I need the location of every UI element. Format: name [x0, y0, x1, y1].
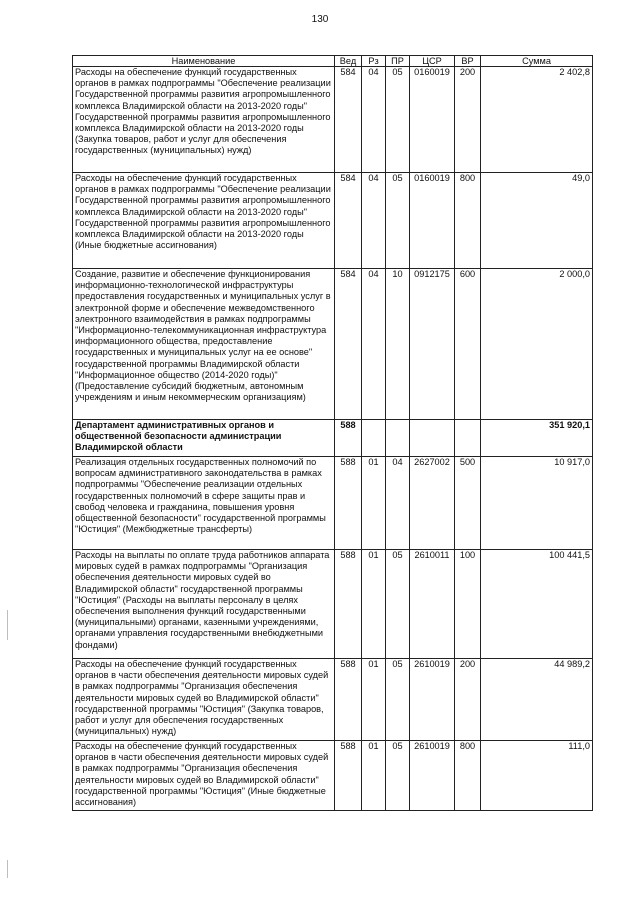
- row-vr: 100: [455, 550, 481, 659]
- row-sum: 2 000,0: [481, 269, 593, 420]
- row-csr: 0160019: [410, 173, 455, 269]
- row-pr: 05: [386, 173, 410, 269]
- table-row: [73, 269, 593, 420]
- row-name: Расходы на обеспечение функций государственных органов в части обеспечения деятельности мировых судей в рамках подпрограммы "Организация обеспечения деятельности мировых судей во Владимирской области" государственной программы "Юстиция" (Иные бюджетные ассигнования): [73, 741, 335, 811]
- row-name: Расходы на выплаты по оплате труда работников аппарата мировых судей в рамках подпрограммы "Организация обеспечения деятельности мировых судей во Владимирской области" государственной программы "Юстиция" (Расходы на выплаты персоналу в целях обеспечения выполнения функций государственными (муниципальными) органами, казенными учреждениями, органами управления государственными внебюджетными фондами): [73, 550, 335, 659]
- header-name: Наименование: [73, 56, 335, 67]
- row-sum: 44 989,2: [481, 659, 593, 741]
- row-sum: 2 402,8: [481, 67, 593, 173]
- scan-edge-line: [7, 610, 8, 640]
- row-ved: 584: [335, 67, 362, 173]
- row-vr: 500: [455, 457, 481, 550]
- row-ved: 584: [335, 269, 362, 420]
- row-pr: 05: [386, 659, 410, 741]
- row-rz: 04: [362, 67, 386, 173]
- row-ved: 588: [335, 659, 362, 741]
- header-csr: ЦСР: [410, 56, 455, 67]
- table-row: [73, 173, 593, 269]
- row-pr: 04: [386, 457, 410, 550]
- row-rz: 04: [362, 173, 386, 269]
- header-pr: ПР: [386, 56, 410, 67]
- row-csr: 2627002: [410, 457, 455, 550]
- budget-table: [72, 55, 593, 811]
- table-header-row: [73, 56, 593, 67]
- table-row: [73, 457, 593, 550]
- table-row: [73, 67, 593, 173]
- row-csr: 2610011: [410, 550, 455, 659]
- table-row: [73, 659, 593, 741]
- row-ved: 588: [335, 420, 362, 457]
- table-row: [73, 550, 593, 659]
- row-name: Расходы на обеспечение функций государственных органов в рамках подпрограммы "Обеспечение реализации Государственной программы развития агропромышленного комплекса Владимирской области на 2013-2020 годы" Государственной программы развития агропромышленного комплекса Владимирской области на 2013-2020 годы (Закупка товаров, работ и услуг для обеспечения государственных (муниципальных) нужд): [73, 67, 335, 173]
- row-csr: [410, 420, 455, 457]
- row-vr: 800: [455, 741, 481, 811]
- row-vr: 800: [455, 173, 481, 269]
- row-csr: 0912175: [410, 269, 455, 420]
- row-rz: 01: [362, 550, 386, 659]
- row-name: Реализация отдельных государственных полномочий по вопросам административного законодательства в рамках подпрограммы "Обеспечение реализации отдельных государственных полномочий в сфере защиты прав и свобод человека и гражданина, повышения уровня общественной безопасности" государственной программы "Юстиция" (Межбюджетные трансферты): [73, 457, 335, 550]
- row-name: Расходы на обеспечение функций государственных органов в рамках подпрограммы "Обеспечение реализации Государственной программы развития агропромышленного комплекса Владимирской области на 2013-2020 годы" Государственной программы развития агропромышленного комплекса Владимирской области на 2013-2020 годы (Иные бюджетные ассигнования): [73, 173, 335, 269]
- row-pr: 05: [386, 741, 410, 811]
- row-csr: 2610019: [410, 659, 455, 741]
- row-sum: 10 917,0: [481, 457, 593, 550]
- row-ved: 584: [335, 173, 362, 269]
- table-row: [73, 741, 593, 811]
- header-sum: Сумма: [481, 56, 593, 67]
- row-name: Создание, развитие и обеспечение функционирования информационно-технологической инфраструктуры предоставления государственных и муниципальных услуг в электронной форме и обеспечение межведомственного электронного взаимодействия в рамках подпрограммы "Информационно-телекоммуникационная инфраструктура информационного общества, предоставление государственных и муниципальных услуг на ее основе" государственной программы Владимирской области "Информационное общество (2014-2020 годы)" (Предоставление субсидий бюджетным, автономным учреждениям и иным некоммерческим организациям): [73, 269, 335, 420]
- row-ved: 588: [335, 550, 362, 659]
- row-name: Расходы на обеспечение функций государственных органов в части обеспечения деятельности мировых судей в рамках подпрограммы "Организация обеспечения деятельности мировых судей во Владимирской области" государственной программы "Юстиция" (Закупка товаров, работ и услуг для обеспечения государственных (муниципальных) нужд): [73, 659, 335, 741]
- row-vr: 600: [455, 269, 481, 420]
- row-sum: 351 920,1: [481, 420, 593, 457]
- row-vr: [455, 420, 481, 457]
- header-ved: Вед: [335, 56, 362, 67]
- row-rz: 01: [362, 457, 386, 550]
- department-row: [73, 420, 593, 457]
- row-pr: 05: [386, 67, 410, 173]
- row-pr: 10: [386, 269, 410, 420]
- row-rz: 04: [362, 269, 386, 420]
- row-pr: 05: [386, 550, 410, 659]
- scan-edge-line: [7, 860, 8, 878]
- row-vr: 200: [455, 659, 481, 741]
- page-number: 130: [311, 14, 329, 25]
- header-vr: ВР: [455, 56, 481, 67]
- row-csr: 2610019: [410, 741, 455, 811]
- row-ved: 588: [335, 457, 362, 550]
- row-sum: 100 441,5: [481, 550, 593, 659]
- row-name: Департамент административных органов и общественной безопасности администрации Владимирской области: [73, 420, 335, 457]
- row-csr: 0160019: [410, 67, 455, 173]
- header-rz: Рз: [362, 56, 386, 67]
- row-rz: [362, 420, 386, 457]
- row-sum: 111,0: [481, 741, 593, 811]
- row-sum: 49,0: [481, 173, 593, 269]
- row-ved: 588: [335, 741, 362, 811]
- row-rz: 01: [362, 741, 386, 811]
- row-rz: 01: [362, 659, 386, 741]
- row-vr: 200: [455, 67, 481, 173]
- row-pr: [386, 420, 410, 457]
